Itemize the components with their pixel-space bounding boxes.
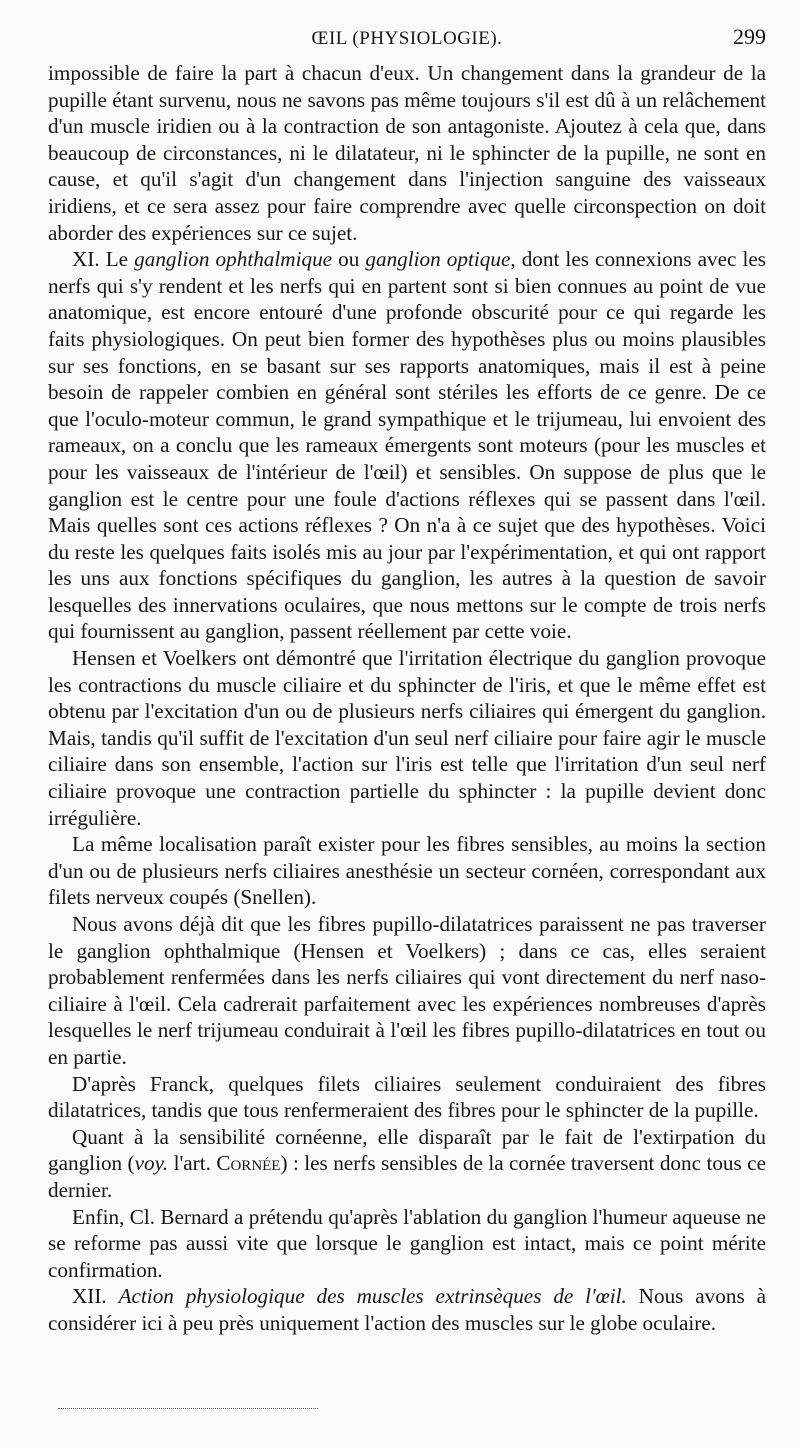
paragraph [48,645,766,831]
paragraph [48,831,766,911]
text-run: XII. [72,1284,119,1309]
text-run: Enfin, Cl. Bernard a prétendu qu'après l'ablation du ganglion l'humeur aqueuse ne se reforme pas aussi vite que lorsque le ganglion est intact, mais ce point mérite confirmation. [48,1204,766,1282]
text-run: ou [332,247,366,272]
smallcaps-run: Cornée [216,1151,281,1176]
italic-run: ganglion ophthalmique [134,247,333,272]
footer-rule [58,1408,318,1409]
paragraph [48,246,766,645]
text-run: impossible de faire la part à chacun d'eux. Un changement dans la grandeur de la pupille étant survenu, nous ne savons pas même toujours s'il est dû à un relâchement d'un muscle iridien ou à la contraction de son antagoniste. Ajoutez à cela que, dans beaucoup de circonstances, ni le dilatateur, ni le sphincter de la pupille, ne sont en cause, et qu'il s'agit d'un changement dans l'injection sanguine des vaisseaux iridiens, et ce sera assez pour faire comprendre avec quelle circonspection on doit aborder des expériences sur ce sujet. [48,61,766,245]
body-text [48,60,766,1337]
paragraph [48,1204,766,1284]
running-head: ŒIL (PHYSIOLOGIE). [311,28,503,49]
paragraph [48,60,766,246]
text-run: D'après Franck, quelques filets ciliaires seulement conduiraient des fibres dilatatrices, tandis que tous renfermeraient des fibres pour le sphincter de la pupille. [48,1071,766,1123]
text-run: La même localisation paraît exister pour les fibres sensibles, au moins la section d'un ou de plusieurs nerfs ciliaires anesthésie un secteur cornéen, correspondant aux filets nerveux coupés (Snellen). [48,832,766,910]
text-run: Quant à la sensibilité cornéenne, elle disparaît par le fait de l'extirpation du ganglion ( [48,1124,766,1176]
text-run: , dont les connexions avec les nerfs qui s'y rendent et les nerfs qui en partent sont si bien connues au point de vue anatomique, est encore entouré d'une profonde obscurité pour ce qui regarde les faits physiologiques. On peut bien former des hypothèses plus ou moins plausibles sur ses fonctions, en se basant sur ses rapports anatomiques, mais il est à peine besoin de rappeler combien en général sont stériles les efforts de ce genre. De ce que l'oculo-moteur commun, le grand sympathique et le trijumeau, lui envoient des rameaux, on a conclu que les rameaux émergents sont moteurs (pour les muscles et pour les vaisseaux de l'intérieur de l'œil) et sensibles. On suppose de plus que le ganglion est le centre pour une foule d'actions réflexes qui se passent dans l'œil. Mais quelles sont ces actions réflexes ? On n'a à ce sujet que des hypothèses. Voici du reste les quelques faits isolés mis au jour par l'expérimentation, et qui ont rapport les uns aux fonctions spécifiques du ganglion, les autres à la question de savoir lesquelles des innervations oculaires, que nous mettons sur le compte de trois nerfs qui fournissent au ganglion, passent réellement par cette voie. [48,247,767,644]
text-run: Nous avons déjà dit que les fibres pupillo-dilatatrices paraissent ne pas traverser le ganglion ophthalmique (Hensen et Voelkers) ; dans ce cas, elles seraient probablement renfermées dans les nerfs ciliaires qui vont directement du nerf naso-ciliaire à l'œil. Cela cadrerait parfaitement avec les expériences nombreuses d'après lesquelles le nerf trijumeau conduirait à l'œil les fibres pupillo-dilatatrices en tout ou en partie. [48,912,766,1069]
text-run: Nous avons à considérer ici à peu près uniquement l'action des muscles sur le globe oculaire. [48,1284,766,1335]
text-run: ) : les nerfs sensibles de la cornée traversent donc tous ce dernier. [48,1151,766,1202]
italic-run: ganglion optique [365,247,511,272]
paragraph [48,911,766,1071]
text-run: l'art. [168,1151,217,1176]
paragraph [48,1283,766,1336]
text-run: Hensen et Voelkers ont démontré que l'irritation électrique du ganglion provoque les contractions du muscle ciliaire et du sphincter de l'iris, et que le même effet est obtenu par l'excitation d'un ou de plusieurs nerfs ciliaires qui émergent du ganglion. Mais, tandis qu'il suffit de l'excitation d'un seul nerf ciliaire pour faire agir le muscle ciliaire dans son ensemble, l'action sur l'iris est telle que l'irritation d'un seul nerf ciliaire provoque une contraction partielle du sphincter : la pupille devient donc irrégulière. [48,646,766,830]
italic-run: voy. [134,1151,169,1176]
paragraph [48,1124,766,1204]
paragraph [48,1071,766,1124]
italic-run: Action physiologique des muscles extrinsèques de l'œil. [118,1284,627,1309]
text-run: XI. Le [72,247,135,272]
page-number: 299 [733,24,766,49]
page-header [48,20,766,54]
